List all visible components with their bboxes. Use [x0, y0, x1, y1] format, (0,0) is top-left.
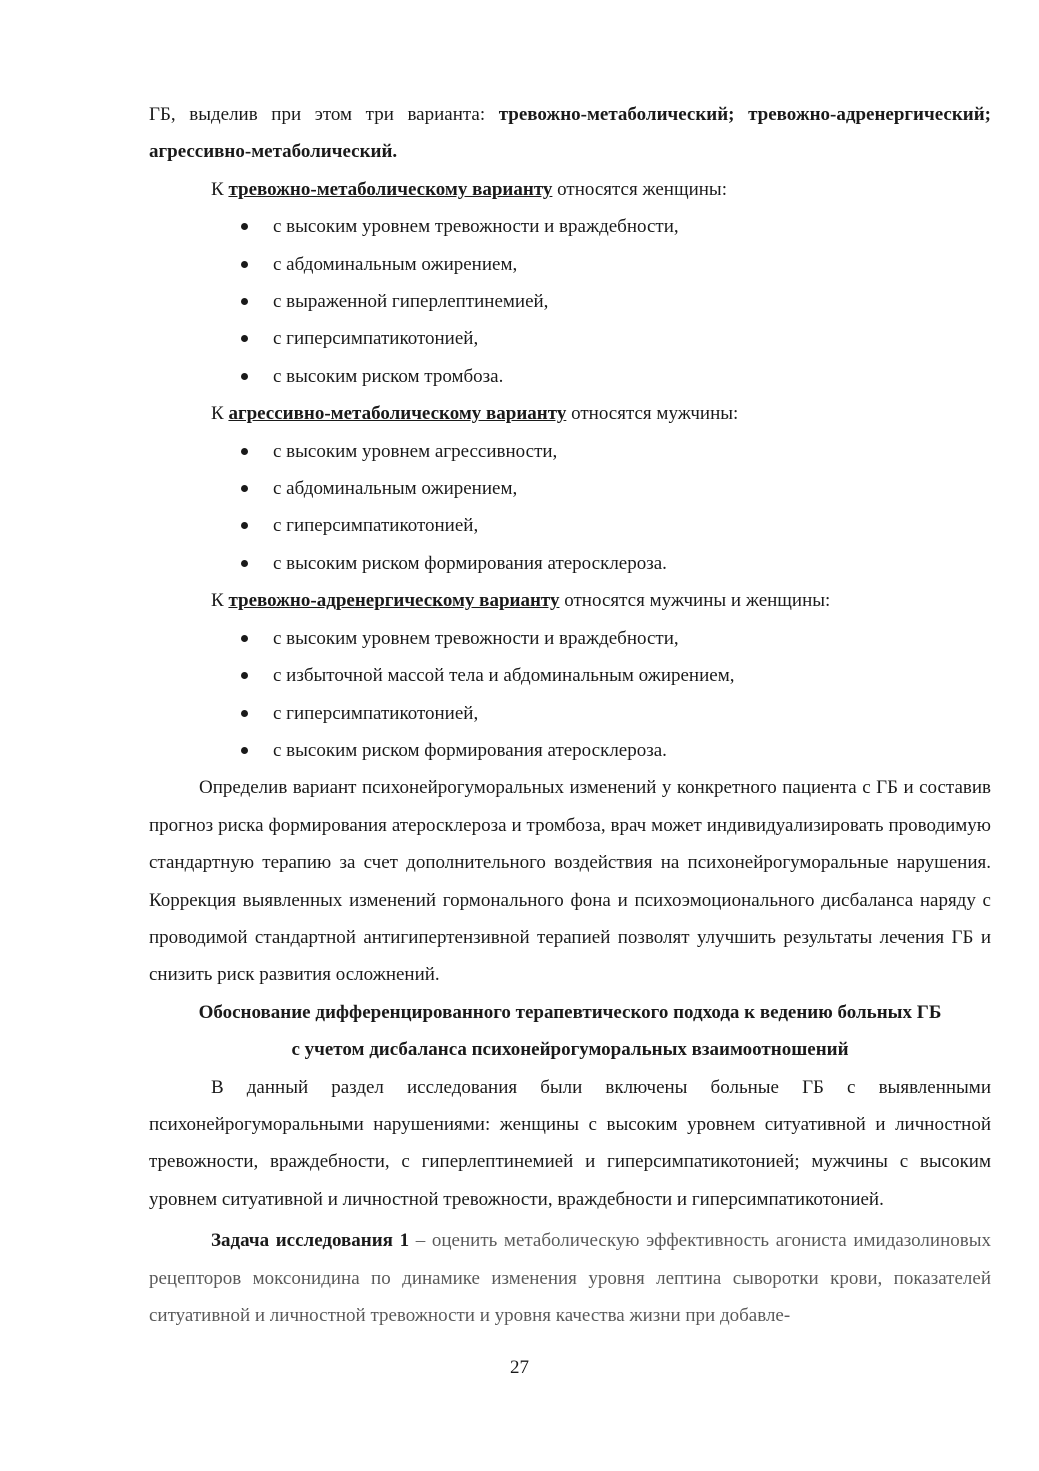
section-heading-text1: Обоснование дифференцированного терапевтического подхода к ведению больных ГБ — [198, 1001, 942, 1023]
group3-post: относятся мужчины и женщины: — [559, 590, 831, 612]
group2-intro — [149, 395, 991, 432]
list-item: с высоким риском тромбоза. — [241, 358, 991, 395]
group2-pre: К — [211, 403, 229, 425]
section-paragraph: В данный раздел исследования были включены больные ГБ с выявленными психонейрогуморальными нарушениями: женщины с высоким уровнем ситуативной и личностной тревожности, враждебности, с гиперлептинемией и гиперсимпатикотонией; мужчины с высоким уровнем ситуативной и личностной тревожности, враждебности и гиперсимпатикотонией. — [149, 1076, 991, 1210]
list-item: с абдоминальным ожирением, — [241, 246, 991, 283]
intro-text: ГБ, выделив при этом три варианта: — [149, 104, 499, 125]
task-paragraph — [149, 1222, 991, 1334]
group1-intro — [149, 171, 991, 208]
list-item: с гиперсимпатикотонией, — [241, 695, 991, 732]
group3-list — [149, 620, 991, 770]
list-item: с гиперсимпатикотонией, — [241, 320, 991, 357]
list-item: с высоким риском формирования атеросклероза. — [241, 732, 991, 769]
list-item: с выраженной гиперлептинемией, — [241, 283, 991, 320]
conclusion-paragraph: Определив вариант психонейрогуморальных изменений у конкретного пациента с ГБ и составив прогноз риска формирования атеросклероза и тромбоза, врач может индивидуализировать проводимую стандартную терапию за счет дополнительного воздействия на психонейрогуморальные нарушения. Коррекция выявленных изменений гормонального фона и психоэмоционального дисбаланса наряду с проводимой стандартной антигипертензивной терапией позволят улучшить результаты лечения ГБ и снизить риск развития осложнений. — [149, 777, 991, 986]
list-item: с избыточной массой тела и абдоминальным ожирением, — [241, 657, 991, 694]
list-item: с высоким уровнем тревожности и враждебности, — [241, 620, 991, 657]
group3-intro — [149, 582, 991, 619]
intro-paragraph — [149, 96, 991, 171]
group1-list — [149, 208, 991, 395]
group3-term: тревожно-адренергическому варианту — [228, 590, 560, 612]
list-item: с высоким уровнем агрессивности, — [241, 433, 991, 470]
list-item: с гиперсимпатикотонией, — [241, 507, 991, 544]
task-text: – оценить метаболическую эффективность агониста имидазолиновых рецепторов моксонидина по динамике изменения уровня лептина сыворотки крови, показателей ситуативной и личностной тревожности и уровня качества жизни при добавле- — [149, 1230, 991, 1326]
task-label: Задача исследования 1 — [211, 1230, 410, 1252]
list-item: с высоким риском формирования атеросклероза. — [241, 545, 991, 582]
group2-post: относятся мужчины: — [566, 403, 739, 425]
group1-post: относятся женщины: — [552, 178, 727, 200]
document-page — [149, 96, 991, 1334]
group1-pre: К — [211, 178, 229, 200]
section-heading-line1 — [149, 994, 991, 1031]
variants-list-bold: тревожно-метаболический; тревожно-адренергический; агрессивно-метаболический. — [149, 104, 991, 163]
list-item: с абдоминальным ожирением, — [241, 470, 991, 507]
list-item: с высоким уровнем тревожности и враждебности, — [241, 208, 991, 245]
page-number: 27 — [510, 1357, 529, 1378]
section-heading-text2: с учетом дисбаланса психонейрогуморальных взаимоотношений — [291, 1039, 849, 1061]
group2-term: агрессивно-метаболическому варианту — [228, 403, 567, 425]
section-heading-line2 — [149, 1031, 991, 1068]
group2-list — [149, 433, 991, 583]
group3-pre: К — [211, 590, 229, 612]
group1-term: тревожно-метаболическому варианту — [228, 178, 553, 200]
